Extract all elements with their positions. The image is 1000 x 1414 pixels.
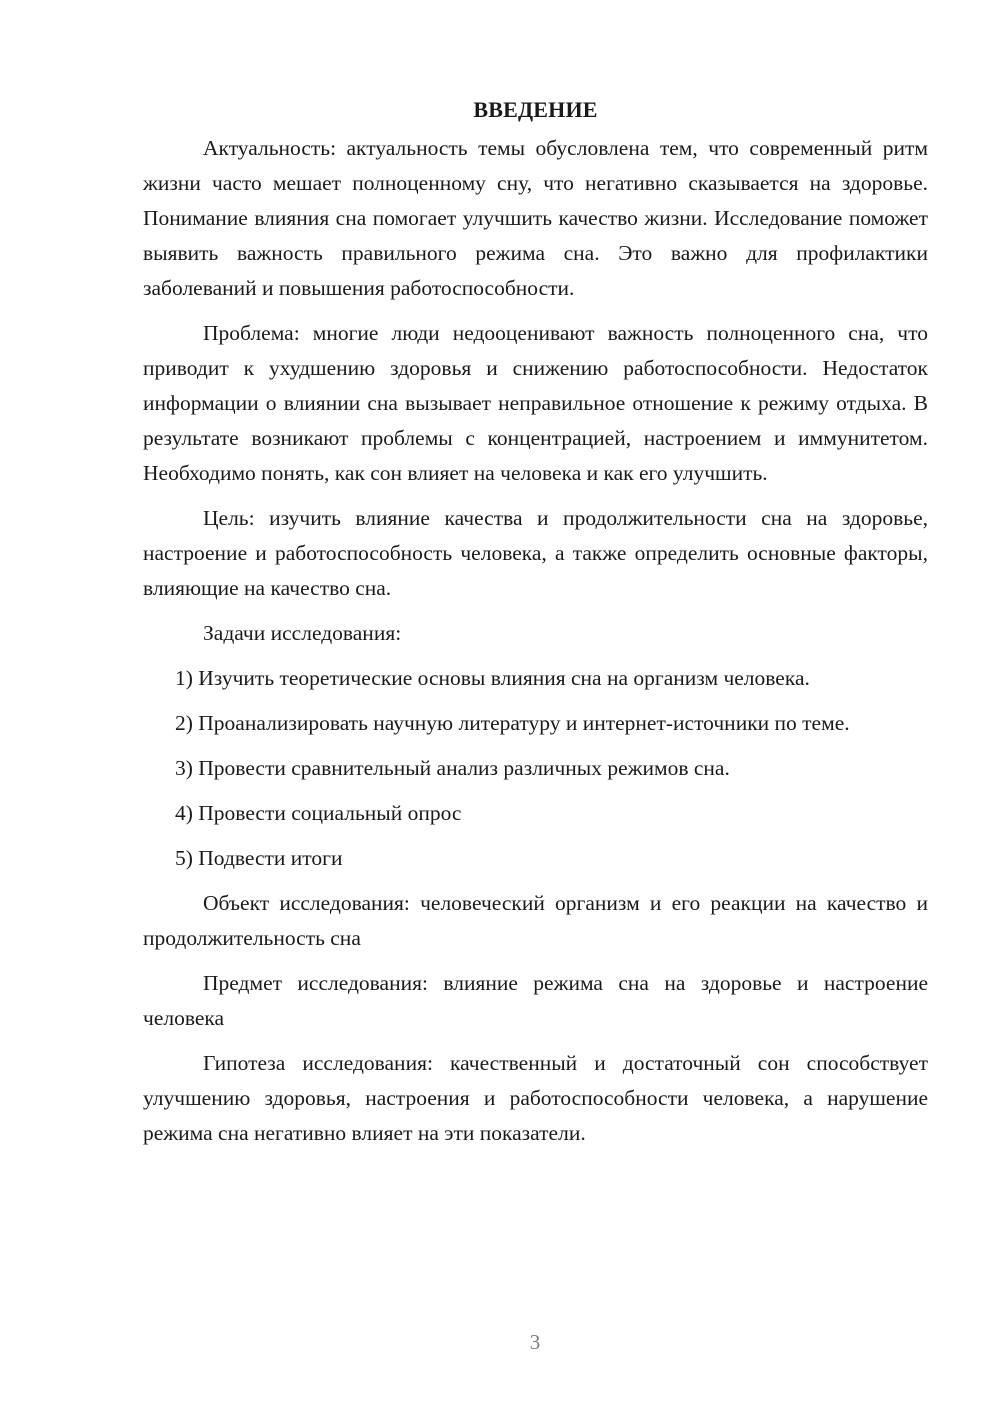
object-paragraph: Объект исследования: человеческий организм и его реакции на качество и продолжительность сна — [143, 891, 928, 950]
page-number: 3 — [529, 1330, 541, 1354]
task-item: 1) Изучить теоретические основы влияния сна на организм человека. — [175, 666, 810, 690]
tasks-heading: Задачи исследования: — [203, 621, 402, 645]
task-item: 5) Подвести итоги — [175, 846, 343, 870]
problem-paragraph: Проблема: многие люди недооценивают важность полноценного сна, что приводит к ухудшению здоровья и снижению работоспособности. Недостаток информации о влиянии сна вызывает неправильное отношение к режиму отдыха. В результате возникают проблемы с концентрацией, настроением и иммунитетом. Необходимо понять, как сон влияет на человека и как его улучшить. — [143, 321, 928, 485]
hypothesis-paragraph: Гипотеза исследования: качественный и достаточный сон способствует улучшению здоровья, настроения и работоспособности человека, а нарушение режима сна негативно влияет на эти показатели. — [143, 1051, 928, 1145]
relevance-paragraph: Актуальность: актуальность темы обусловлена тем, что современный ритм жизни часто мешает полноценному сну, что негативно сказывается на здоровье. Понимание влияния сна помогает улучшить качество жизни. Исследование поможет выявить важность правильного режима сна. Это важно для профилактики заболеваний и повышения работоспособности. — [143, 136, 928, 300]
task-item: 2) Проанализировать научную литературу и интернет-источники по теме. — [175, 711, 850, 735]
task-item: 3) Провести сравнительный анализ различных режимов сна. — [175, 756, 730, 780]
goal-paragraph: Цель: изучить влияние качества и продолжительности сна на здоровье, настроение и работоспособность человека, а также определить основные факторы, влияющие на качество сна. — [143, 506, 928, 600]
document-page — [143, 92, 928, 1161]
task-item: 4) Провести социальный опрос — [175, 801, 462, 825]
section-title: ВВЕДЕНИЕ — [473, 97, 598, 122]
subject-paragraph: Предмет исследования: влияние режима сна на здоровье и настроение человека — [143, 971, 928, 1030]
